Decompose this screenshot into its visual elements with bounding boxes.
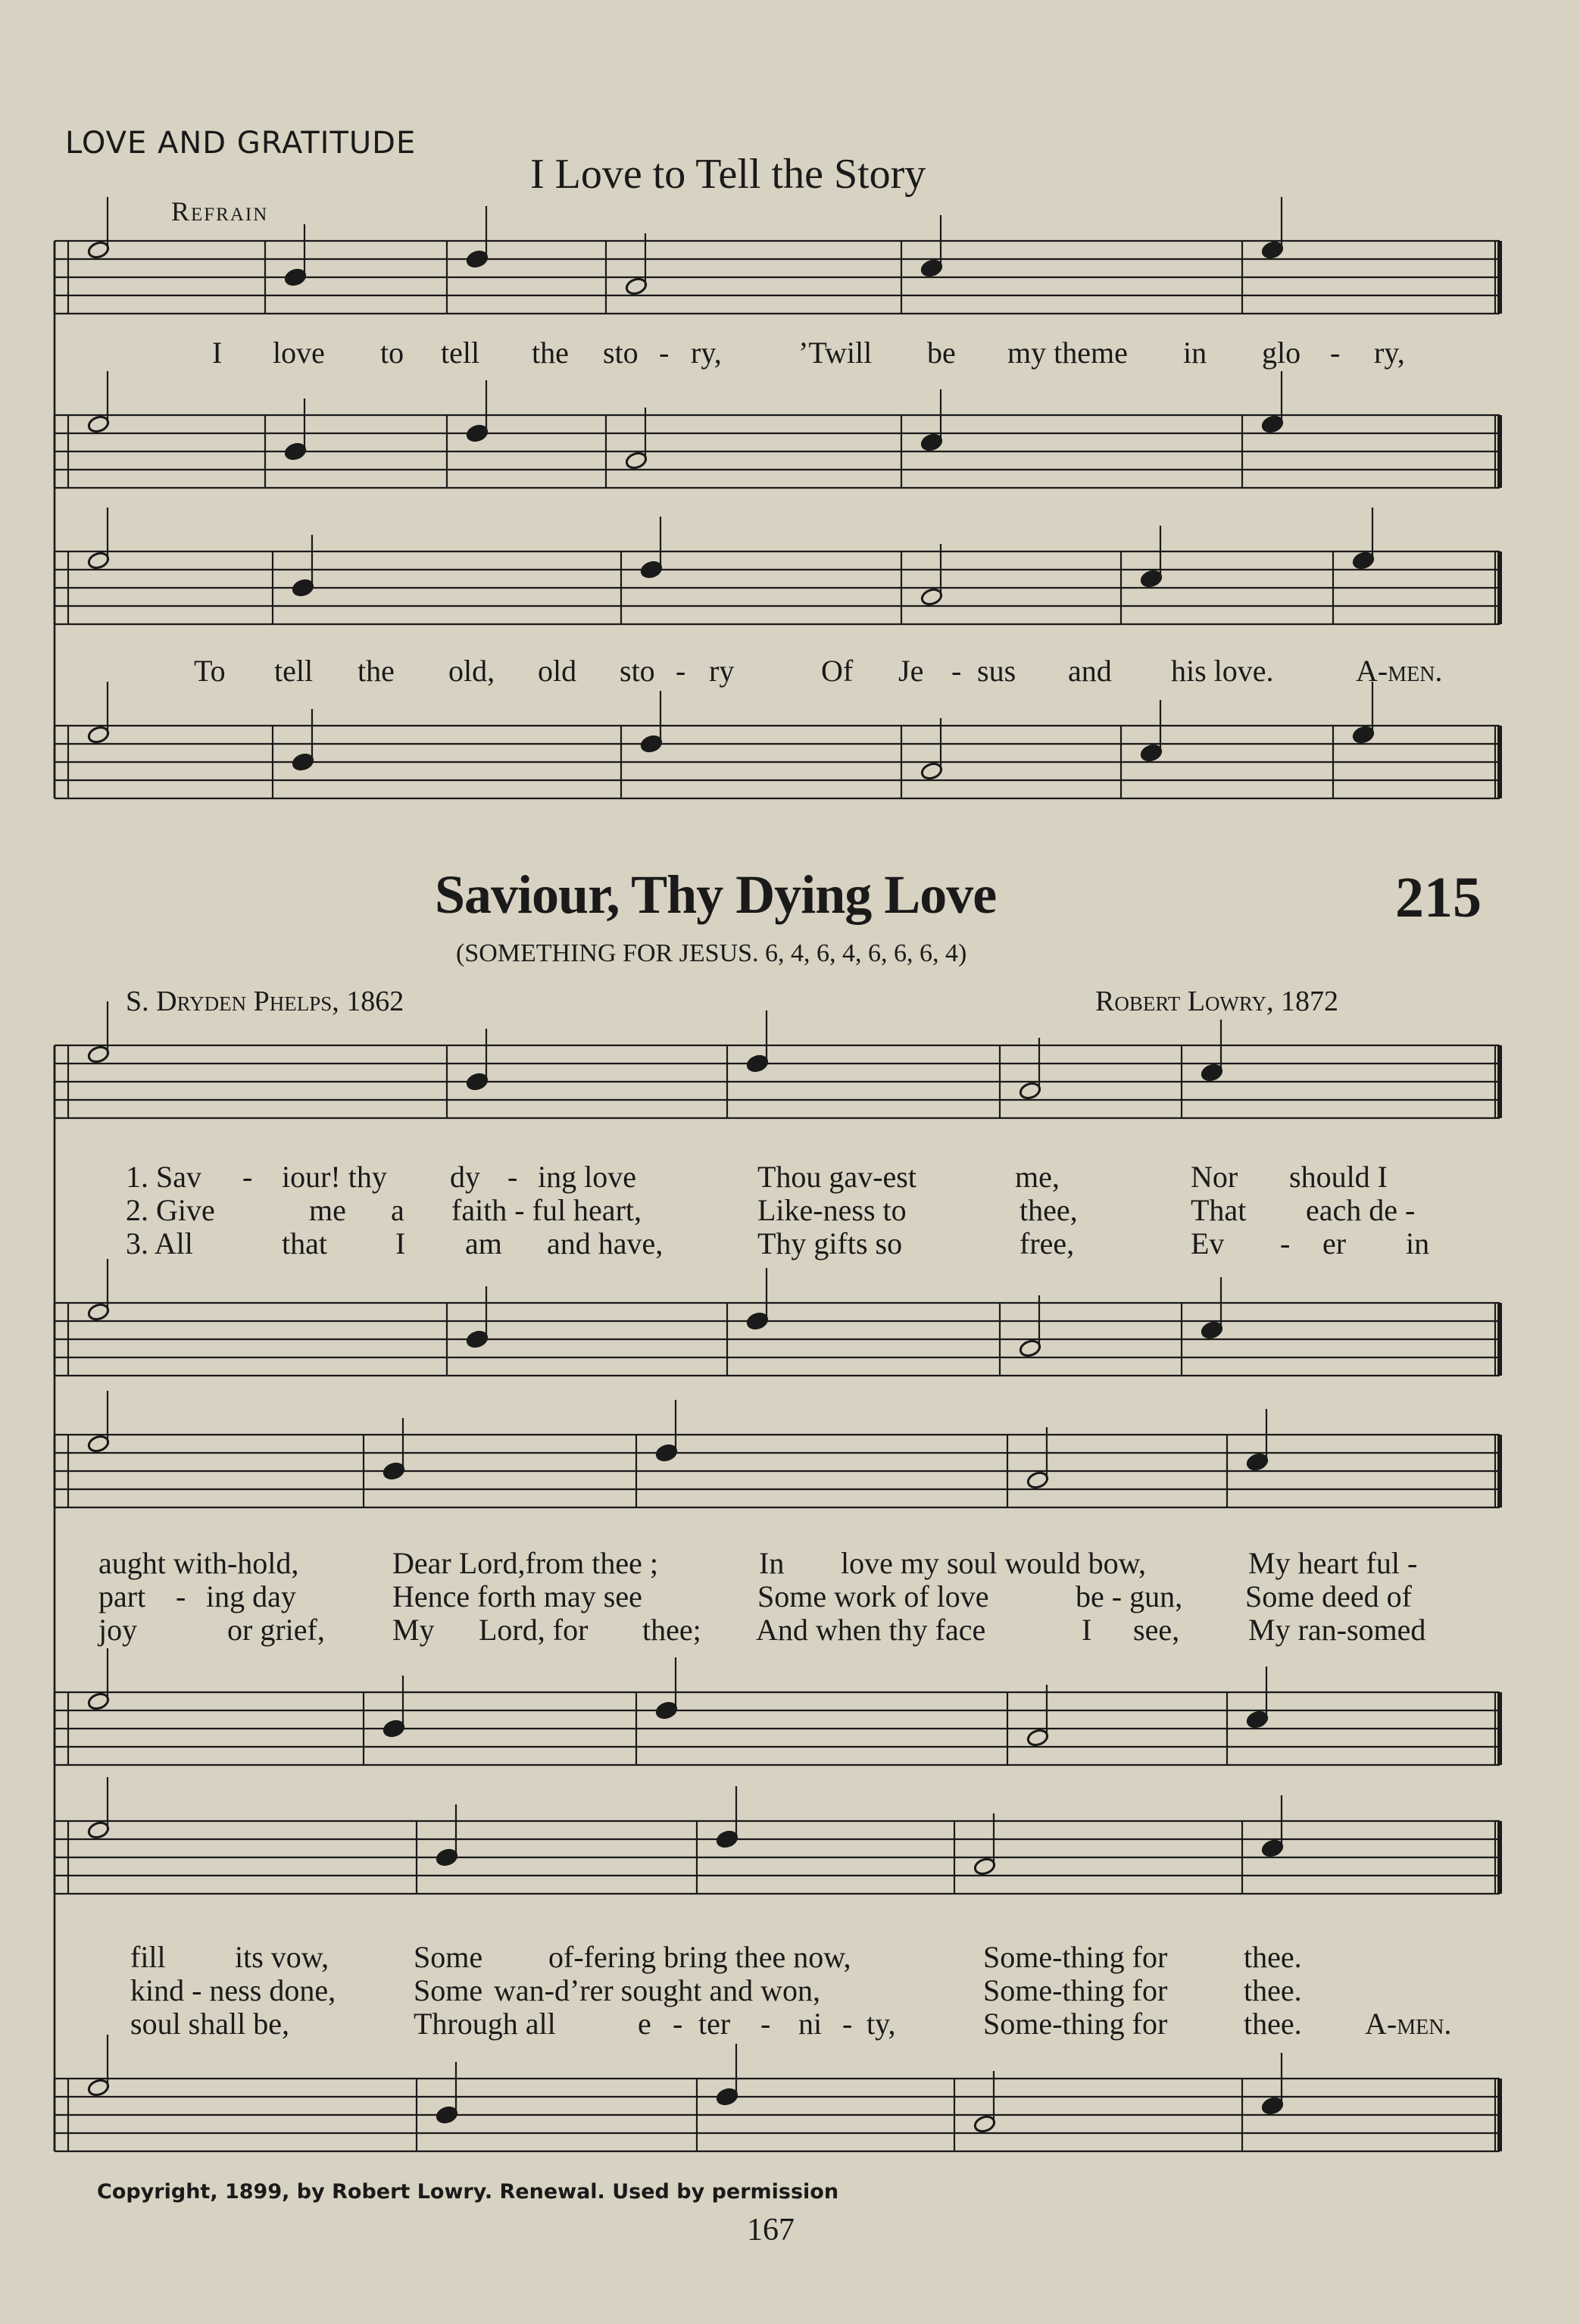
lyric: love xyxy=(273,336,325,370)
lyric: Some-thing for xyxy=(983,2007,1168,2041)
lyric: Some xyxy=(414,1940,483,1974)
lyric: sto xyxy=(603,336,639,370)
lyric: love my soul would bow, xyxy=(841,1546,1146,1580)
lyric: a xyxy=(391,1193,404,1227)
lyric: thee. xyxy=(1244,1940,1302,1974)
lyric: Hence forth may see xyxy=(392,1579,642,1613)
lyric: In xyxy=(759,1546,785,1580)
lyric: see, xyxy=(1133,1613,1180,1647)
lyric: and have, xyxy=(547,1226,664,1260)
lyric: Thy gifts so xyxy=(757,1226,903,1260)
lyric: ing love xyxy=(538,1160,636,1194)
lyric: ry xyxy=(709,654,735,688)
lyric: old xyxy=(538,654,577,688)
lyric: or grief, xyxy=(227,1613,325,1647)
lyric: the xyxy=(532,336,569,370)
lyric: Some deed of xyxy=(1245,1579,1412,1613)
lyric: - xyxy=(176,1579,186,1613)
refrain-label: Refrain xyxy=(171,196,269,226)
lyric: of-fering bring thee now, xyxy=(548,1940,851,1974)
lyric: Thou gav-est xyxy=(757,1160,916,1194)
lyric: Lord, for xyxy=(479,1613,589,1647)
lyric: I xyxy=(1082,1613,1092,1647)
lyric: free, xyxy=(1020,1226,1075,1260)
lyric: - xyxy=(659,336,670,370)
lyric: sus xyxy=(977,654,1016,688)
lyric: old, xyxy=(448,654,495,688)
lyric: his love. xyxy=(1171,654,1274,688)
lyric: aught with-hold, xyxy=(98,1546,299,1580)
lyric: ty, xyxy=(867,2007,896,2041)
hymn-title: Saviour, Thy Dying Love xyxy=(435,864,997,925)
lyric: Ev xyxy=(1191,1226,1225,1260)
lyric: kind - ness done, xyxy=(130,1973,336,2007)
lyric: wan-d’rer sought and won, xyxy=(494,1973,820,2007)
lyric: Of xyxy=(821,654,854,688)
lyric: 1. Sav xyxy=(126,1160,201,1194)
lyric: - xyxy=(760,2007,771,2041)
lyric: should I xyxy=(1289,1160,1388,1194)
lyric: sto xyxy=(620,654,655,688)
lyric: its vow, xyxy=(235,1940,329,1974)
tune-info: (SOMETHING FOR JESUS. 6, 4, 6, 4, 6, 6, 6, 4) xyxy=(456,939,967,967)
lyric: ry, xyxy=(691,336,722,370)
lyric: - xyxy=(673,2007,683,2041)
lyric: ’Twill xyxy=(798,336,873,370)
lyric: each de - xyxy=(1306,1193,1416,1227)
lyric: Some xyxy=(414,1973,483,2007)
lyric: joy xyxy=(98,1613,138,1647)
copyright-notice: Copyright, 1899, by Robert Lowry. Renewal. Used by permission xyxy=(97,2180,839,2204)
lyric: - xyxy=(676,654,686,688)
lyric: and xyxy=(1068,654,1112,688)
lyric: glo xyxy=(1262,336,1301,370)
lyric: - xyxy=(1280,1226,1291,1260)
lyric: Nor xyxy=(1191,1160,1238,1194)
lyric: the xyxy=(358,654,395,688)
lyric: soul shall be, xyxy=(130,2007,289,2041)
lyric: 2. Give xyxy=(126,1193,215,1227)
lyric: am xyxy=(465,1226,502,1260)
lyric: dy xyxy=(450,1160,480,1194)
lyric: ing day xyxy=(206,1579,296,1613)
lyric: my theme xyxy=(1007,336,1128,370)
lyric: Je xyxy=(898,654,924,688)
lyric: that xyxy=(282,1226,327,1260)
lyric: thee, xyxy=(1020,1193,1078,1227)
lyric: - xyxy=(842,2007,853,2041)
lyric: tell xyxy=(441,336,480,370)
lyric: Some-thing for xyxy=(983,1940,1168,1974)
lyric: I xyxy=(212,336,223,370)
lyric: in xyxy=(1406,1226,1430,1260)
lyric: Like-ness to xyxy=(757,1193,907,1227)
lyric: fill xyxy=(130,1940,166,1974)
lyric: ter xyxy=(698,2007,731,2041)
page-number: 167 xyxy=(747,2213,795,2247)
lyric: Through all xyxy=(414,2007,556,2041)
lyric: me xyxy=(309,1193,346,1227)
author: S. Dryden Phelps, 1862 xyxy=(126,986,404,1017)
lyric: - xyxy=(242,1160,253,1194)
lyric: thee. xyxy=(1244,1973,1302,2007)
lyric: And when thy face xyxy=(756,1613,986,1647)
lyric: ni xyxy=(798,2007,823,2041)
lyric: er xyxy=(1322,1226,1347,1260)
lyric: I xyxy=(395,1226,406,1260)
section-label: LOVE AND GRATITUDE xyxy=(65,126,417,161)
lyric: - xyxy=(507,1160,518,1194)
lyric: to xyxy=(380,336,404,370)
lyric: That xyxy=(1191,1193,1247,1227)
lyric: be - gun, xyxy=(1076,1579,1183,1613)
lyric: in xyxy=(1183,336,1207,370)
lyric: thee; xyxy=(642,1613,701,1647)
lyric: part xyxy=(98,1579,146,1613)
lyric: - xyxy=(1330,336,1341,370)
lyric: be xyxy=(927,336,956,370)
lyric-amen: A-men. xyxy=(1365,2007,1452,2041)
hymn-number: 215 xyxy=(1395,866,1482,929)
lyric: e xyxy=(638,2007,651,2041)
lyric: iour! thy xyxy=(282,1160,387,1194)
lyric: My heart ful - xyxy=(1248,1546,1418,1580)
lyric: me, xyxy=(1015,1160,1060,1194)
lyric: - xyxy=(951,654,962,688)
lyric: tell xyxy=(274,654,314,688)
lyric: faith - ful heart, xyxy=(451,1193,642,1227)
refrain-title: I Love to Tell the Story xyxy=(530,151,926,198)
lyric-amen: A-men. xyxy=(1356,654,1443,688)
lyric: ry, xyxy=(1374,336,1405,370)
lyric: To xyxy=(194,654,226,688)
composer: Robert Lowry, 1872 xyxy=(1095,986,1338,1017)
lyric: 3. All xyxy=(126,1226,193,1260)
lyric: Some-thing for xyxy=(983,1973,1168,2007)
lyric: thee. xyxy=(1244,2007,1302,2041)
lyric: My ran-somed xyxy=(1248,1613,1426,1647)
lyric: Some work of love xyxy=(757,1579,989,1613)
lyric: Dear Lord,from thee ; xyxy=(392,1546,658,1580)
lyric: My xyxy=(392,1613,435,1647)
